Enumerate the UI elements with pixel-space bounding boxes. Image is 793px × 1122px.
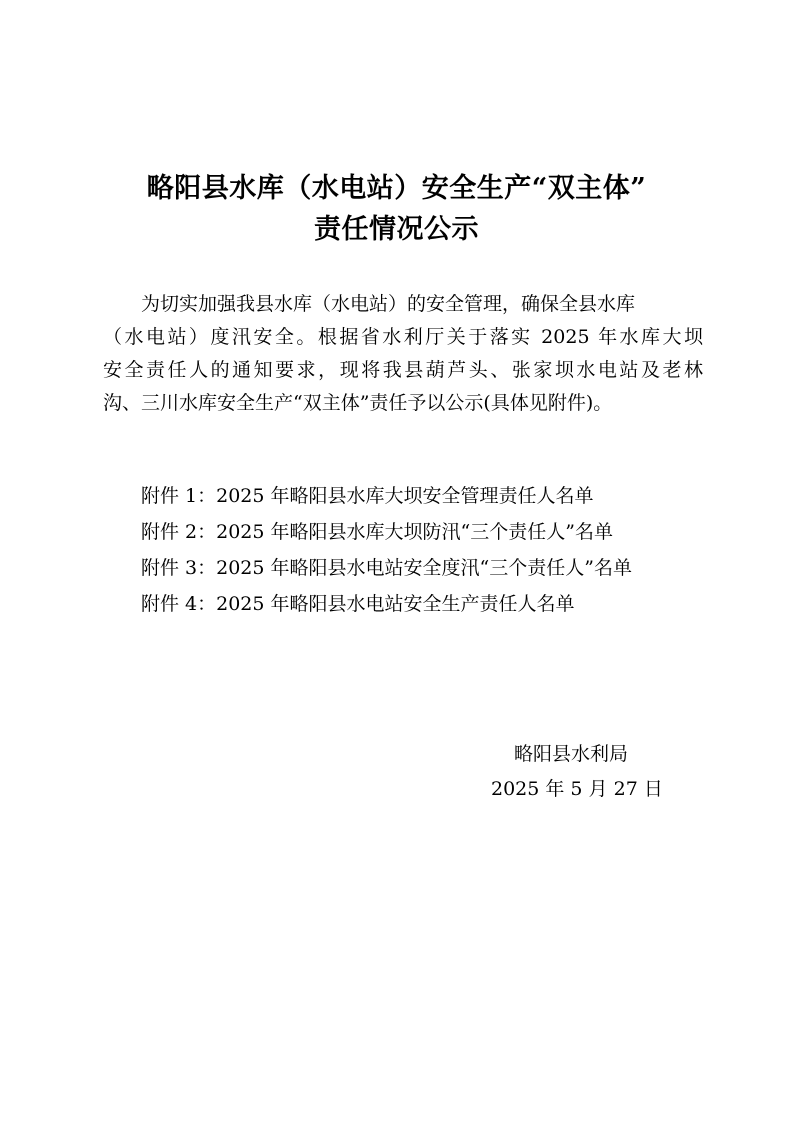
body-paragraph xyxy=(103,288,703,420)
body-line: （水电站）度汛安全。根据省水利厅关于落实 2025 年水库大坝 xyxy=(103,326,703,348)
attachment-item: 附件 3：2025 年略阳县水电站安全度汛“三个责任人”名单 xyxy=(141,557,632,579)
issue-date: 2025 年 5 月 27 日 xyxy=(491,778,663,800)
attachment-item: 附件 1：2025 年略阳县水库大坝安全管理责任人名单 xyxy=(141,485,594,507)
attachment-item: 附件 4：2025 年略阳县水电站安全生产责任人名单 xyxy=(141,593,575,615)
issuer-name: 略阳县水利局 xyxy=(514,743,629,765)
body-line: 沟、三川水库安全生产“双主体”责任予以公示(具体见附件)。 xyxy=(103,392,613,414)
body-line: 安全责任人的通知要求，现将我县葫芦头、张家坝水电站及老林 xyxy=(103,359,703,381)
document-title-line-1: 略阳县水库（水电站）安全生产“双主体” xyxy=(146,173,647,204)
attachment-list xyxy=(141,478,701,622)
document-title-line-2: 责任情况公示 xyxy=(314,214,479,245)
body-line: 为切实加强我县水库（水电站）的安全管理，确保全县水库 xyxy=(141,293,636,315)
attachment-item: 附件 2：2025 年略阳县水库大坝防汛“三个责任人”名单 xyxy=(141,521,613,543)
